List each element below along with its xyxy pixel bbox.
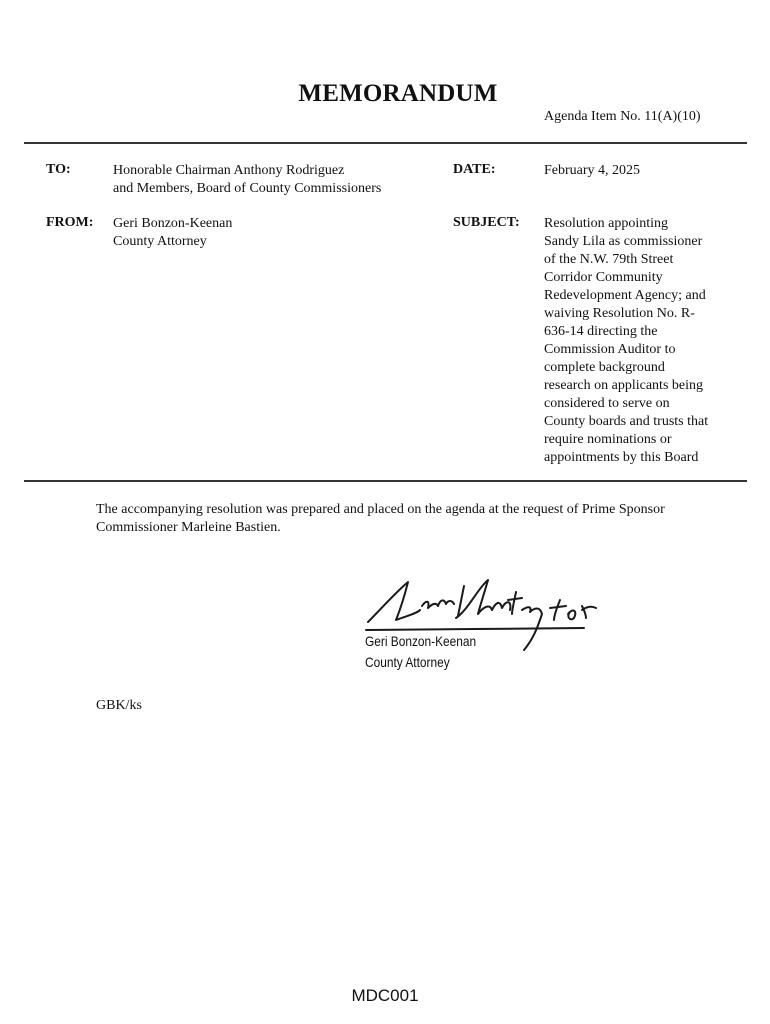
subject-line: Redevelopment Agency; and <box>544 288 706 303</box>
memo-body <box>96 501 726 537</box>
subject-line: require nominations or <box>544 432 672 447</box>
subject-line: considered to serve on <box>544 396 670 411</box>
memo-title: MEMORANDUM <box>298 80 498 107</box>
subject-line: County boards and trusts that <box>544 414 709 429</box>
subject-line: Sandy Lila as commissioner <box>544 234 703 249</box>
from-value <box>113 215 232 251</box>
subject-line: complete background <box>544 360 665 375</box>
to-line-1: Honorable Chairman Anthony Rodriguez <box>113 163 345 178</box>
subject-value <box>544 215 708 467</box>
page-footer-code: MDC001 <box>351 986 419 1005</box>
subject-line: of the N.W. 79th Street <box>544 252 674 267</box>
typist-initials: GBK/ks <box>96 698 142 713</box>
from-line-2: County Attorney <box>113 234 207 249</box>
subject-line: Commission Auditor to <box>544 342 676 357</box>
subject-label: SUBJECT: <box>453 215 520 230</box>
date-value: February 4, 2025 <box>544 163 641 178</box>
to-value <box>113 162 381 198</box>
subject-line: appointments by this Board <box>544 450 699 465</box>
to-label: TO: <box>46 162 71 177</box>
from-label: FROM: <box>46 215 94 230</box>
subject-line: waiving Resolution No. R- <box>544 306 695 321</box>
from-line-1: Geri Bonzon-Keenan <box>113 216 233 231</box>
date-label: DATE: <box>453 162 496 177</box>
agenda-item-number: Agenda Item No. 11(A)(10) <box>544 109 701 124</box>
subject-line: 636-14 directing the <box>544 324 658 339</box>
signatory-title: County Attorney <box>365 654 450 670</box>
signatory-name: Geri Bonzon-Keenan <box>365 633 477 649</box>
subject-line: Corridor Community <box>544 270 663 285</box>
subject-divider <box>24 480 747 482</box>
body-line-1: The accompanying resolution was prepared and placed on the agenda at the request of Prime Sponsor <box>96 502 665 517</box>
header-divider <box>24 142 747 144</box>
to-line-2: and Members, Board of County Commissioners <box>113 181 382 196</box>
subject-line: research on applicants being <box>544 378 703 393</box>
subject-line: Resolution appointing <box>544 216 669 231</box>
body-line-2: Commissioner Marleine Bastien. <box>96 520 281 535</box>
